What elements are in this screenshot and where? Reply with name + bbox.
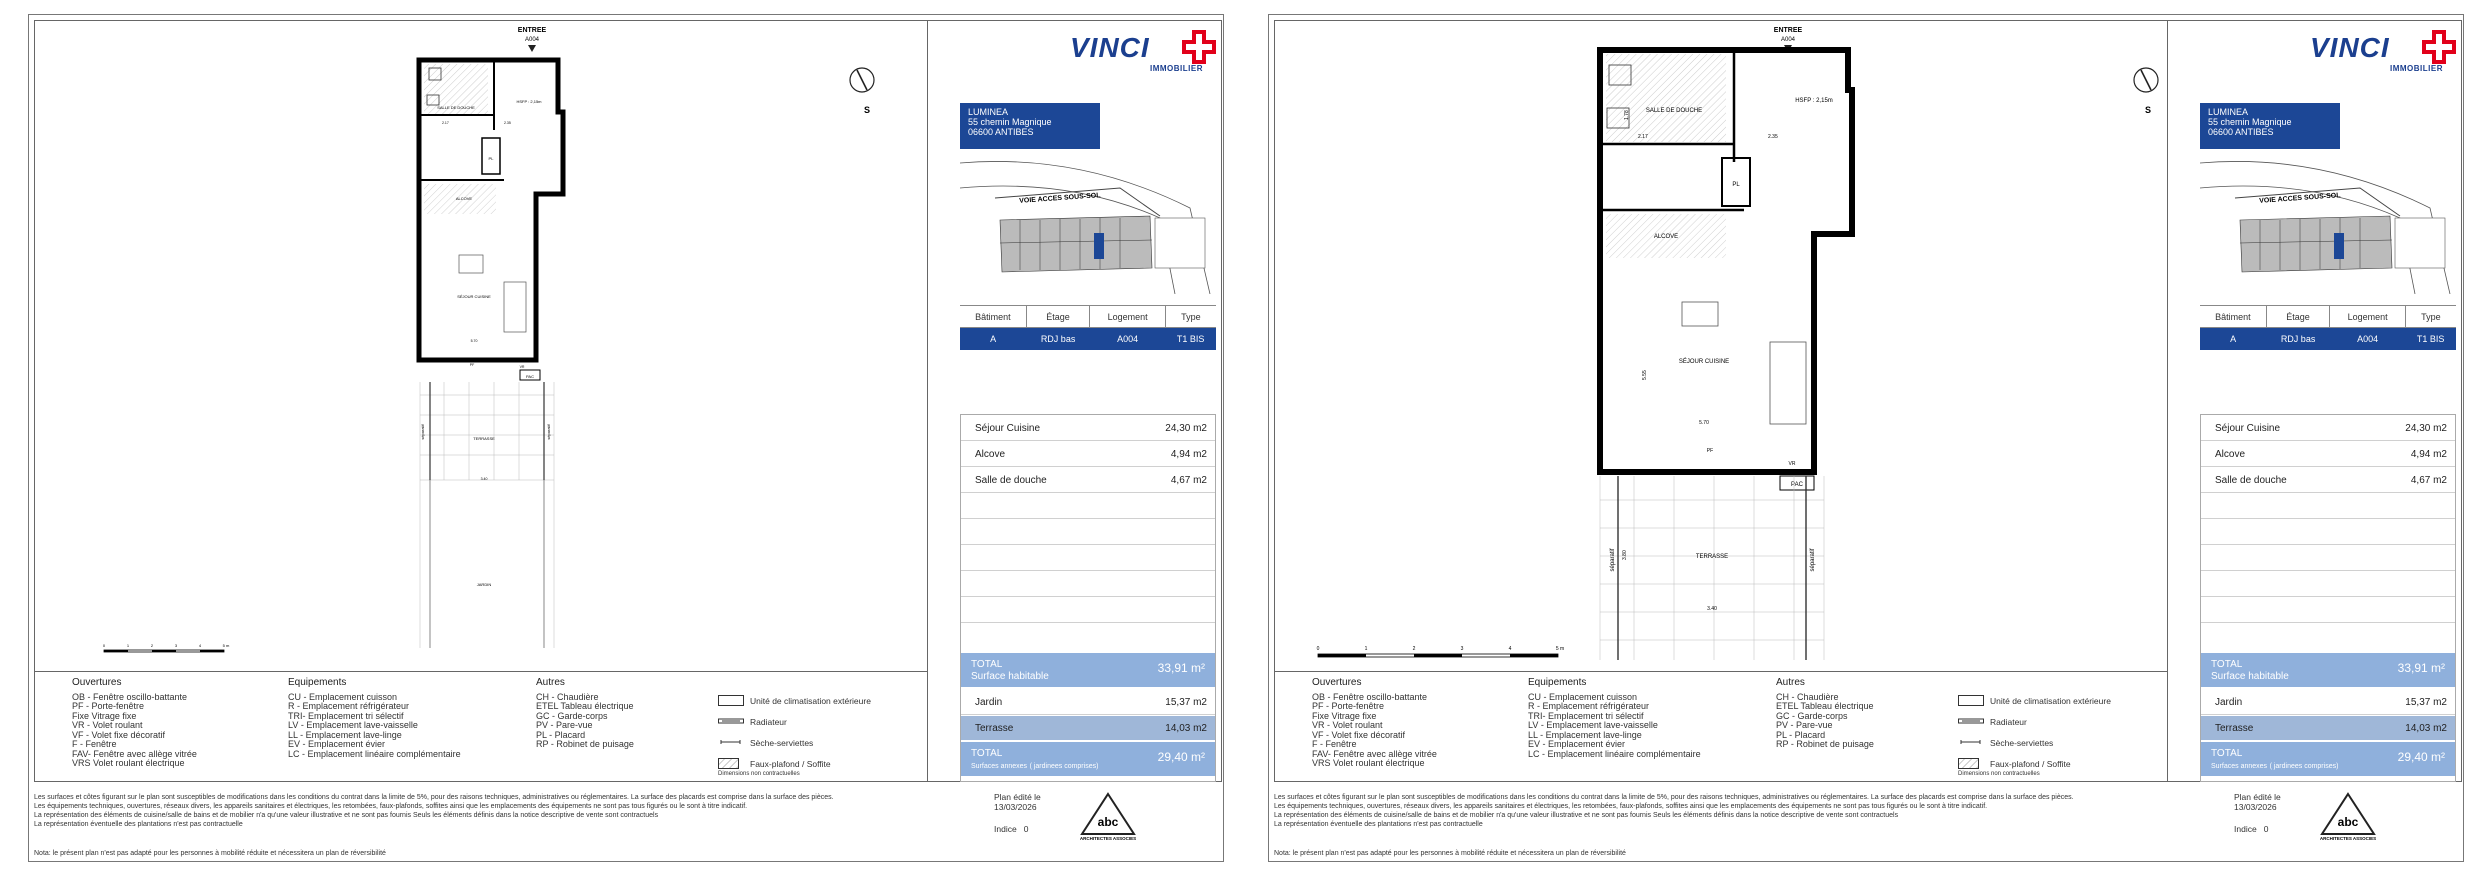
sejour-label: SÉJOUR CUISINE bbox=[1678, 359, 1730, 365]
disclaimer-line: Les équipements techniques, ouvertures, réseaux divers, les appareils sanitaires et électriques, les retombées, faux-plafonds, soffites ainsi que les emplacements des équipements ne sont pas tous figurés ou le sont à titre indicatif. bbox=[34, 803, 748, 810]
towel-dryer-icon bbox=[1958, 737, 1984, 748]
legend-item: CU - Emplacement cuisson bbox=[1528, 691, 1638, 702]
legend-other bbox=[536, 678, 634, 750]
address-box bbox=[960, 103, 1100, 149]
col-header: Logement bbox=[1090, 306, 1166, 328]
legend-symbols bbox=[718, 695, 918, 785]
dim-217: 2.17 bbox=[1638, 134, 1648, 140]
hatched-ceiling-icon bbox=[1958, 758, 1984, 769]
plan-sheet-right bbox=[1240, 0, 2480, 876]
scale-tick: 3 bbox=[174, 643, 178, 648]
legend-symbol-row bbox=[1958, 737, 2158, 758]
col-header: Bâtiment bbox=[960, 306, 1026, 328]
legend-symbol-label: Radiateur bbox=[750, 717, 787, 727]
room-area: 4,67 m2 bbox=[1170, 475, 1207, 486]
index-label: Indice bbox=[2234, 824, 2257, 834]
total-sublabel: Surfaces annexes bbox=[2211, 763, 2268, 770]
entrance-label: ENTREE bbox=[517, 27, 547, 34]
empty-row bbox=[2201, 545, 2455, 571]
legend-symbol-row bbox=[718, 737, 918, 758]
legend-item: PF - Porte-fenêtre bbox=[1312, 701, 1385, 711]
legend-item: RP - Robinet de puisage bbox=[536, 739, 634, 749]
legend-item: Fixe Vitrage fixe bbox=[1312, 710, 1377, 721]
vinci-logo bbox=[1070, 30, 1220, 73]
empty-row bbox=[2201, 597, 2455, 623]
legend-item: OB - Fenêtre oscillo-battante bbox=[1312, 691, 1428, 702]
room-area: 4,94 m2 bbox=[1170, 449, 1207, 460]
edit-date: 13/03/2026 bbox=[2234, 802, 2277, 812]
type-value: T1 BIS bbox=[2405, 328, 2456, 350]
room-name: Salle de douche bbox=[2215, 475, 2287, 486]
room-name: Séjour Cuisine bbox=[2215, 423, 2281, 434]
alcove-label: ALCOVE bbox=[1653, 234, 1679, 240]
architect-logo-text: abc bbox=[1097, 815, 1119, 829]
legend-title: Equipements bbox=[288, 677, 347, 688]
index-value: 0 bbox=[2263, 824, 2269, 834]
legend-item: VF - Volet fixe décoratif bbox=[1312, 729, 1406, 740]
radiator-icon bbox=[1958, 716, 1984, 727]
empty-row bbox=[2201, 493, 2455, 519]
total-value: 33,91 m² bbox=[1157, 661, 1205, 675]
site-plan bbox=[2200, 158, 2456, 294]
scale-tick: 2 bbox=[150, 643, 154, 648]
dim-340: 3.40 bbox=[1707, 606, 1717, 612]
unit-info-table bbox=[960, 305, 1216, 350]
legend-item: VF - Volet fixe décoratif bbox=[72, 729, 166, 740]
street-address: 55 chemin Magnique bbox=[2208, 117, 2292, 127]
garden-label: JARDIN bbox=[476, 582, 492, 587]
jardin-label: Jardin bbox=[2215, 697, 2243, 708]
architect-logo-sub: ARCHITECTES ASSOCIES bbox=[2319, 836, 2377, 841]
legend-item: Fixe Vitrage fixe bbox=[72, 710, 137, 721]
vinci-logo bbox=[2310, 30, 2460, 73]
legend-symbol-row bbox=[718, 716, 918, 737]
unit-value: A004 bbox=[1090, 328, 1166, 350]
dim-235: 2.35 bbox=[1768, 134, 1778, 140]
legend-equipment bbox=[1528, 678, 1701, 759]
total-annexes bbox=[961, 742, 1215, 776]
vinci-cross-icon bbox=[2422, 30, 2456, 64]
legend-item: PV - Pare-vue bbox=[1776, 720, 1833, 730]
sejour-label: SÉJOUR CUISINE bbox=[457, 294, 491, 299]
legend-item: R - Emplacement réfrigérateur bbox=[1528, 701, 1650, 711]
site-road-label: VOIE ACCES SOUS-SOL bbox=[1019, 192, 1101, 205]
room-area: 24,30 m2 bbox=[2405, 423, 2447, 434]
legend-item: PL - Placard bbox=[536, 729, 586, 740]
compass-icon bbox=[850, 68, 874, 92]
legend-item: OB - Fenêtre oscillo-battante bbox=[72, 691, 188, 702]
legend-item: FAV- Fenêtre avec allège vitrée bbox=[72, 748, 197, 759]
index-row bbox=[994, 824, 1041, 834]
total-habitable bbox=[961, 653, 1215, 687]
disclaimer-line: Les surfaces et côtes figurant sur le plan sont susceptibles de modifications dans les conditions du contrat dans la limite de 5%, pour des raisons techniques, administratives ou réglementaires. La surface des placards est comprise dans la surface des pièces. bbox=[34, 794, 834, 801]
logo-wordmark: VINCI bbox=[1070, 32, 1150, 63]
total-label: TOTAL bbox=[971, 659, 1003, 670]
pf-label: PF bbox=[1706, 448, 1714, 454]
legend-item: R - Emplacement réfrigérateur bbox=[288, 701, 410, 711]
legend-symbols bbox=[1958, 695, 2158, 785]
legend-item: TRI- Emplacement tri sélectif bbox=[288, 710, 404, 721]
total-note: ( jardinees comprises) bbox=[2269, 763, 2339, 770]
dim-380: 3.80 bbox=[1622, 550, 1628, 560]
logo-subtitle: IMMOBILIER bbox=[2390, 64, 2443, 73]
legend-title: Ouvertures bbox=[72, 677, 122, 688]
legend-item: GC - Garde-corps bbox=[536, 710, 608, 721]
legend-symbol-label: Faux-plafond / Soffite bbox=[1990, 759, 2071, 769]
terrasse-label: Terrasse bbox=[2215, 723, 2254, 734]
entrance-arrow-icon bbox=[528, 45, 536, 52]
dim-570: 5.70 bbox=[1699, 420, 1709, 426]
disclaimer bbox=[34, 793, 984, 829]
legend-item: ETEL Tableau électrique bbox=[536, 701, 634, 711]
residence-name: LUMINEA bbox=[968, 107, 1009, 117]
col-header: Type bbox=[2405, 306, 2456, 328]
room-row bbox=[2201, 467, 2455, 493]
legend-note: Dimensions non contractuelles bbox=[1958, 771, 2040, 777]
site-plan bbox=[960, 158, 1216, 294]
entrance-code: A004 bbox=[524, 37, 540, 43]
total-value: 29,40 m² bbox=[2397, 750, 2445, 764]
room-row bbox=[961, 415, 1215, 441]
architect-logo bbox=[1078, 792, 1138, 842]
legend-item: GC - Garde-corps bbox=[1776, 710, 1848, 721]
dim-340: 3.40 bbox=[480, 477, 488, 481]
terrasse-label: Terrasse bbox=[975, 723, 1014, 734]
separatif-left-label: séparatif bbox=[1610, 548, 1616, 572]
scale-tick: 1 bbox=[1364, 646, 1368, 652]
scale-tick: 2 bbox=[1412, 646, 1416, 652]
jardin-row bbox=[961, 689, 1215, 715]
room-name: Séjour Cuisine bbox=[975, 423, 1041, 434]
city: 06600 ANTIBES bbox=[2208, 127, 2274, 137]
pf-label: PF bbox=[469, 363, 475, 367]
terrasse-row bbox=[2201, 716, 2455, 740]
legend-item: LV - Emplacement lave-vaisselle bbox=[1528, 720, 1658, 730]
room-row bbox=[2201, 441, 2455, 467]
scale-bar bbox=[1318, 654, 1558, 657]
legend-item: VR - Volet roulant bbox=[1312, 720, 1383, 730]
scale-tick: 4 bbox=[198, 643, 202, 648]
architect-logo bbox=[2318, 792, 2378, 842]
unit-value: A004 bbox=[2330, 328, 2406, 350]
room-row bbox=[961, 467, 1215, 493]
terrace-grid bbox=[1600, 476, 1824, 660]
accessibility-note: Nota: le présent plan n'est pas adapté pour les personnes à mobilité réduite et nécessitera un plan de réversibilité bbox=[34, 850, 386, 857]
legend-item: CH - Chaudière bbox=[1776, 691, 1839, 702]
jardin-area: 15,37 m2 bbox=[2405, 697, 2447, 708]
terrace-grid bbox=[420, 382, 554, 480]
edition-info bbox=[994, 792, 1041, 834]
col-header: Bâtiment bbox=[2200, 306, 2266, 328]
index-label: Indice bbox=[994, 824, 1017, 834]
col-header: Étage bbox=[2266, 306, 2330, 328]
legend-symbol-label: Sèche-serviettes bbox=[1990, 738, 2054, 748]
address-box bbox=[2200, 103, 2340, 149]
legend-title: Ouvertures bbox=[1312, 677, 1362, 688]
residence-name: LUMINEA bbox=[2208, 107, 2249, 117]
legend-symbol-label: Faux-plafond / Soffite bbox=[750, 759, 831, 769]
dim-178: 1.78 bbox=[1624, 110, 1630, 120]
legend-item: VRS Volet roulant électrique bbox=[72, 758, 185, 768]
legend-item: PL - Placard bbox=[1776, 729, 1826, 740]
pac-label: PAC bbox=[1791, 482, 1803, 488]
accessibility-note: Nota: le présent plan n'est pas adapté pour les personnes à mobilité réduite et nécessitera un plan de réversibilité bbox=[1274, 850, 1626, 857]
bathroom-label: SALLE DE DOUCHE bbox=[1645, 108, 1703, 114]
total-sublabel: Surface habitable bbox=[971, 671, 1049, 682]
floor-value: RDJ bas bbox=[1026, 328, 1090, 350]
legend-item: F - Fenêtre bbox=[1312, 739, 1357, 749]
col-header: Logement bbox=[2330, 306, 2406, 328]
legend-item: F - Fenêtre bbox=[72, 739, 117, 749]
legend-item: VR - Volet roulant bbox=[72, 720, 143, 730]
site-unit-highlight bbox=[2334, 233, 2344, 259]
room-name: Alcove bbox=[975, 449, 1006, 460]
separatif-right-label: séparatif bbox=[546, 424, 551, 440]
floor-plan bbox=[34, 20, 928, 672]
legend-item: FAV- Fenêtre avec allège vitrée bbox=[1312, 748, 1437, 759]
legend-item: TRI- Emplacement tri sélectif bbox=[1528, 710, 1644, 721]
total-sublabel: Surface habitable bbox=[2211, 671, 2289, 682]
empty-row bbox=[2201, 623, 2455, 649]
entrance-code: A004 bbox=[1780, 37, 1796, 43]
terrace-label: TERRASSE bbox=[1695, 554, 1729, 560]
room-name: Alcove bbox=[2215, 449, 2246, 460]
floor-value: RDJ bas bbox=[2266, 328, 2330, 350]
bathroom-ceiling bbox=[1606, 54, 1726, 142]
unit-info-table bbox=[2200, 305, 2456, 350]
empty-row bbox=[961, 623, 1215, 649]
hsfp-label: HSFP : 2,15m bbox=[1795, 98, 1833, 104]
legend-symbol-row bbox=[1958, 695, 2158, 716]
legend-symbol-label: Unité de climatisation extérieure bbox=[750, 696, 871, 706]
disclaimer bbox=[1274, 793, 2224, 829]
scale-tick: 0 bbox=[1316, 646, 1320, 652]
legend-item: LL - Emplacement lave-linge bbox=[1528, 729, 1642, 740]
legend-openings bbox=[72, 678, 197, 769]
legend-symbol-label: Unité de climatisation extérieure bbox=[1990, 696, 2111, 706]
terrasse-area: 14,03 m2 bbox=[1165, 723, 1207, 734]
jardin-row bbox=[2201, 689, 2455, 715]
legend-item: LV - Emplacement lave-vaisselle bbox=[288, 720, 418, 730]
separatif-right-label: séparatif bbox=[1810, 548, 1816, 572]
towel-dryer-icon bbox=[718, 737, 744, 748]
legend-item: ETEL Tableau électrique bbox=[1776, 701, 1874, 711]
total-label: TOTAL bbox=[2211, 659, 2243, 670]
ac-unit-icon bbox=[718, 695, 744, 706]
alcove-label: ALCOVE bbox=[455, 196, 473, 201]
jardin-area: 15,37 m2 bbox=[1165, 697, 1207, 708]
floor-plan bbox=[1274, 20, 2168, 672]
empty-row bbox=[2201, 571, 2455, 597]
total-habitable bbox=[2201, 653, 2455, 687]
edit-label: Plan édité le bbox=[994, 792, 1041, 802]
entrance-label: ENTREE bbox=[1773, 27, 1803, 34]
scale-tick: 0 bbox=[102, 643, 106, 648]
vinci-cross-icon bbox=[1182, 30, 1216, 64]
scale-tick: 4 bbox=[1508, 646, 1512, 652]
legend-equipment bbox=[288, 678, 461, 759]
disclaimer-line: La représentation des éléments de cuisine/salle de bains et de mobilier n'a qu'une valeur illustrative et ne sont pas fournis Seuls les éléments définis dans la notice descriptive de vente sont contractuels bbox=[1274, 812, 1899, 819]
disclaimer-line: Les surfaces et côtes figurant sur le plan sont susceptibles de modifications dans les conditions du contrat dans la limite de 5%, pour des raisons techniques, administratives ou réglementaires. La surface des placards est comprise dans la surface des pièces. bbox=[1274, 794, 2074, 801]
room-area: 4,67 m2 bbox=[2410, 475, 2447, 486]
building-value: A bbox=[960, 328, 1026, 350]
scale-bar bbox=[104, 650, 224, 652]
edit-date: 13/03/2026 bbox=[994, 802, 1037, 812]
legend-item: CH - Chaudière bbox=[536, 691, 599, 702]
room-area: 24,30 m2 bbox=[1165, 423, 1207, 434]
empty-row bbox=[961, 545, 1215, 571]
bathroom-label: SALLE DE DOUCHE bbox=[437, 105, 475, 110]
city: 06600 ANTIBES bbox=[968, 127, 1034, 137]
room-row bbox=[961, 441, 1215, 467]
legend-title: Equipements bbox=[1528, 677, 1587, 688]
logo-wordmark: VINCI bbox=[2310, 32, 2390, 63]
street-address: 55 chemin Magnique bbox=[968, 117, 1052, 127]
legend-item: LL - Emplacement lave-linge bbox=[288, 729, 402, 740]
type-value: T1 BIS bbox=[1165, 328, 1216, 350]
scale-tick: 3 bbox=[1460, 646, 1464, 652]
separatif-left-label: séparatif bbox=[420, 424, 425, 440]
legend-item: EV - Emplacement évier bbox=[288, 739, 386, 749]
pac-label: PAC bbox=[526, 374, 534, 379]
ac-unit-icon bbox=[1958, 695, 1984, 706]
total-note: ( jardinees comprises) bbox=[1029, 763, 1099, 770]
total-value: 29,40 m² bbox=[1157, 750, 1205, 764]
disclaimer-line: La représentation éventuelle des plantations n'est pas contractuelle bbox=[34, 821, 243, 828]
legend-item: PV - Pare-vue bbox=[536, 720, 593, 730]
dim-217: 2.17 bbox=[442, 121, 449, 125]
edit-label: Plan édité le bbox=[2234, 792, 2281, 802]
legend-item: PF - Porte-fenêtre bbox=[72, 701, 145, 711]
empty-row bbox=[961, 493, 1215, 519]
legend-item: LC - Emplacement linéaire complémentaire bbox=[1528, 748, 1701, 759]
edition-info bbox=[2234, 792, 2281, 834]
room-area: 4,94 m2 bbox=[2410, 449, 2447, 460]
surfaces-table bbox=[2200, 414, 2456, 782]
legend-openings bbox=[1312, 678, 1437, 769]
legend-other bbox=[1776, 678, 1874, 750]
total-label: TOTAL bbox=[971, 748, 1003, 759]
surfaces-table bbox=[960, 414, 1216, 782]
legend-symbol-row bbox=[1958, 716, 2158, 737]
terrasse-area: 14,03 m2 bbox=[2405, 723, 2447, 734]
disclaimer-line: La représentation des éléments de cuisine/salle de bains et de mobilier n'a qu'une valeur illustrative et ne sont pas fournis Seuls les éléments définis dans la notice descriptive de vente sont contractuels bbox=[34, 812, 659, 819]
empty-row bbox=[961, 571, 1215, 597]
legend-symbol-label: Sèche-serviettes bbox=[750, 738, 814, 748]
total-sublabel: Surfaces annexes bbox=[971, 763, 1028, 770]
site-road-label: VOIE ACCES SOUS-SOL bbox=[2259, 192, 2341, 205]
total-label: TOTAL bbox=[2211, 748, 2243, 759]
dim-570: 5.70 bbox=[470, 339, 478, 343]
col-header: Type bbox=[1165, 306, 1216, 328]
hsfp-label: HSFP : 2,15m bbox=[516, 99, 542, 104]
legend-item: EV - Emplacement évier bbox=[1528, 739, 1626, 749]
vr-label: VR bbox=[519, 365, 525, 369]
legend-title: Autres bbox=[536, 677, 565, 688]
placard-label: PL bbox=[1732, 182, 1740, 188]
dim-235: 2.35 bbox=[504, 121, 511, 125]
col-header: Étage bbox=[1026, 306, 1090, 328]
compass-south-label: S bbox=[2144, 105, 2152, 115]
site-unit-highlight bbox=[1094, 233, 1104, 259]
scale-tick: 5 m bbox=[1555, 646, 1565, 652]
logo-subtitle: IMMOBILIER bbox=[1150, 64, 1203, 73]
dim-555: 5.55 bbox=[1642, 370, 1648, 380]
legend-item: VRS Volet roulant électrique bbox=[1312, 758, 1425, 768]
radiator-icon bbox=[718, 716, 744, 727]
legend-title: Autres bbox=[1776, 677, 1805, 688]
room-row bbox=[2201, 415, 2455, 441]
architect-logo-text: abc bbox=[2337, 815, 2359, 829]
total-value: 33,91 m² bbox=[2397, 661, 2445, 675]
legend-item: CU - Emplacement cuisson bbox=[288, 691, 398, 702]
terrasse-row bbox=[961, 716, 1215, 740]
placard-label: PL bbox=[488, 156, 494, 161]
jardin-label: Jardin bbox=[975, 697, 1003, 708]
compass-south-label: S bbox=[863, 105, 871, 115]
compass-icon bbox=[2134, 68, 2158, 92]
terrace-label: TERRASSE bbox=[473, 436, 495, 441]
room-name: Salle de douche bbox=[975, 475, 1047, 486]
disclaimer-line: La représentation éventuelle des plantations n'est pas contractuelle bbox=[1274, 821, 1483, 828]
building-value: A bbox=[2200, 328, 2266, 350]
disclaimer-line: Les équipements techniques, ouvertures, réseaux divers, les appareils sanitaires et électriques, les retombées, faux-plafonds, soffites ainsi que les emplacements des équipements ne sont pas tous figurés ou le sont à titre indicatif. bbox=[1274, 803, 1988, 810]
empty-row bbox=[961, 519, 1215, 545]
legend-note: Dimensions non contractuelles bbox=[718, 771, 800, 777]
empty-row bbox=[2201, 519, 2455, 545]
hatched-ceiling-icon bbox=[718, 758, 744, 769]
scale-tick: 5 m bbox=[222, 643, 230, 648]
empty-row bbox=[961, 597, 1215, 623]
legend-item: RP - Robinet de puisage bbox=[1776, 739, 1874, 749]
vr-label: VR bbox=[1788, 461, 1796, 467]
legend-symbol-row bbox=[718, 695, 918, 716]
legend-symbol-label: Radiateur bbox=[1990, 717, 2027, 727]
legend-item: LC - Emplacement linéaire complémentaire bbox=[288, 748, 461, 759]
index-value: 0 bbox=[1023, 824, 1029, 834]
garden-boundary bbox=[420, 480, 554, 648]
index-row bbox=[2234, 824, 2281, 834]
architect-logo-sub: ARCHITECTES ASSOCIES bbox=[1079, 836, 1137, 841]
scale-tick: 1 bbox=[126, 643, 130, 648]
total-annexes bbox=[2201, 742, 2455, 776]
